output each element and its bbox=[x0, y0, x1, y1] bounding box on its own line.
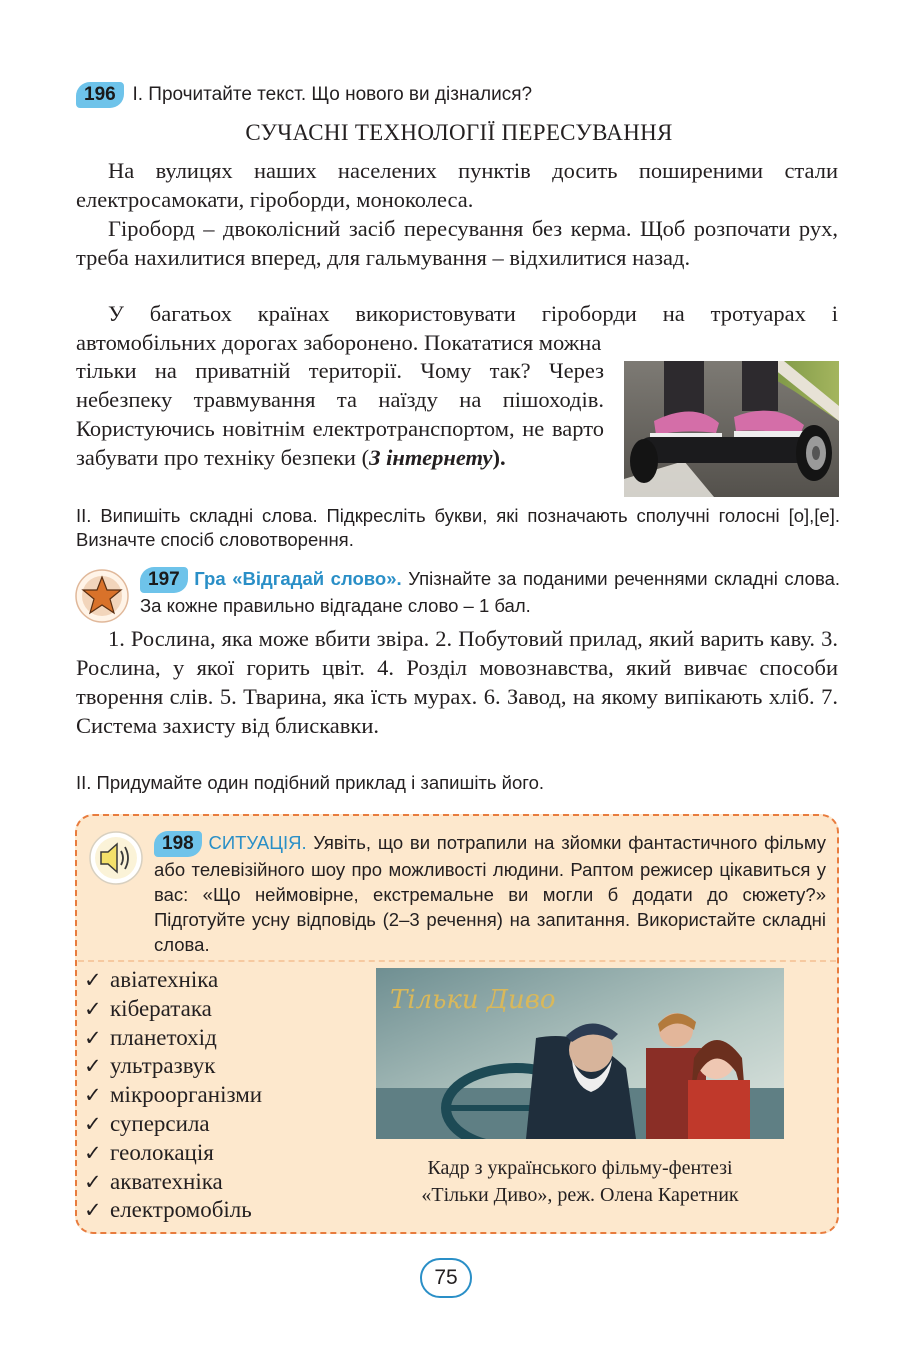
game-title: Гра «Відгадай слово». bbox=[194, 568, 402, 589]
checkmark-icon: ✓ bbox=[84, 1025, 102, 1050]
film-caption: Кадр з українського фільму-фентезі «Тільки Диво», реж. Олена Каретник bbox=[421, 1157, 739, 1206]
hoverboard-photo bbox=[624, 361, 839, 497]
speaker-icon bbox=[88, 830, 144, 886]
list-item: ✓ суперсила bbox=[84, 1110, 262, 1139]
exercise-197-header bbox=[140, 566, 840, 618]
checkmark-icon: ✓ bbox=[84, 1054, 102, 1079]
situation-label: СИТУАЦІЯ. bbox=[208, 832, 307, 853]
exercise-number-badge: 197 bbox=[140, 567, 188, 593]
list-item: ✓ кібератака bbox=[84, 995, 262, 1024]
list-item: ✓ планетохід bbox=[84, 1024, 262, 1053]
paragraph: тільки на приватній території. Чому так? Через небезпеку травмування та наїзду на пішоходів. Користуючись новітнім електротранспортом, не варто забувати про техніку безпеки (З інтернету). bbox=[76, 358, 604, 470]
paragraph: Гіроборд – двоколісний засіб пересування без керма. Щоб розпочати рух, треба нахилитися вперед, для гальмування – відхилитися назад. bbox=[76, 216, 838, 270]
exercise-number-badge: 198 bbox=[154, 831, 202, 857]
list-item: ✓ акватехніка bbox=[84, 1168, 262, 1197]
exercise-197-riddles: 1. Рослина, яка може вбити звіра. 2. Побутовий прилад, який варить каву. 3. Рослина, у якої горить цвіт. 4. Розділ мовознавства, який вивчає способи творення слів. 5. Тварина, яка їсть мурах. 6. Завод, на якому випікають хліб. 7. Система захисту від блискавки. bbox=[76, 626, 838, 738]
exercise-196-header bbox=[76, 82, 532, 108]
checkmark-icon: ✓ bbox=[84, 968, 102, 992]
source-reference: З інтернету bbox=[369, 445, 493, 470]
list-item: ✓ авіатехніка bbox=[84, 966, 262, 995]
checkmark-icon: ✓ bbox=[84, 996, 102, 1021]
list-item: ✓ ультразвук bbox=[84, 1052, 262, 1081]
checkmark-icon: ✓ bbox=[84, 1140, 102, 1165]
checkmark-icon: ✓ bbox=[84, 1111, 102, 1136]
exercise-instruction: Уявіть, що ви потрапили на зйомки фантастичного фільму або телевізійного шоу про можливості людини. Раптом режисер цікавиться у вас: «Що неймовірне, екстремальне ви могли б додати до сюжету?» Підготуйте усну відповідь (2–3 речення) на запитання. Використайте складні слова. bbox=[154, 832, 827, 955]
checkmark-icon: ✓ bbox=[84, 1169, 102, 1194]
paragraph: У багатьох країнах використовувати гіроборди на тротуарах і автомобільних дорогах заборонено. Покататися можна bbox=[76, 301, 838, 355]
checkmark-icon: ✓ bbox=[84, 1198, 102, 1223]
list-item: ✓ електромобіль bbox=[84, 1196, 262, 1225]
exercise-197-task2: ІІ. Придумайте один подібний приклад і запишіть його. bbox=[76, 772, 545, 793]
paragraph: На вулицях наших населених пунктів досить поширеними стали електросамокати, гіроборди, моноколеса. bbox=[76, 158, 838, 212]
page-number: 75 bbox=[420, 1258, 472, 1298]
exercise-196-task2: ІІ. Випишіть складні слова. Підкресліть букви, які позначають сполучні голосні [о],[е]. Визначте спосіб словотворення. bbox=[76, 505, 840, 550]
box-divider bbox=[78, 960, 836, 962]
exercise-198-header bbox=[154, 830, 826, 957]
exercise-instruction: Упізнайте за поданими реченнями складні слова. За кожне правильно відгадане слово – 1 бал. bbox=[140, 568, 841, 616]
star-icon bbox=[74, 568, 130, 624]
article-title: СУЧАСНІ ТЕХНОЛОГІЇ ПЕРЕСУВАННЯ bbox=[245, 120, 673, 145]
exercise-task: І. Прочитайте текст. Що нового ви дізналися? bbox=[132, 84, 533, 105]
exercise-number-badge: 196 bbox=[76, 82, 124, 108]
checkmark-icon: ✓ bbox=[84, 1083, 102, 1108]
list-item: ✓ геолокація bbox=[84, 1139, 262, 1168]
compound-words-list bbox=[84, 966, 262, 1225]
film-still-photo bbox=[376, 968, 784, 1139]
list-item: ✓ мікроорганізми bbox=[84, 1081, 262, 1110]
film-logo: Тільки Диво bbox=[390, 985, 556, 1015]
